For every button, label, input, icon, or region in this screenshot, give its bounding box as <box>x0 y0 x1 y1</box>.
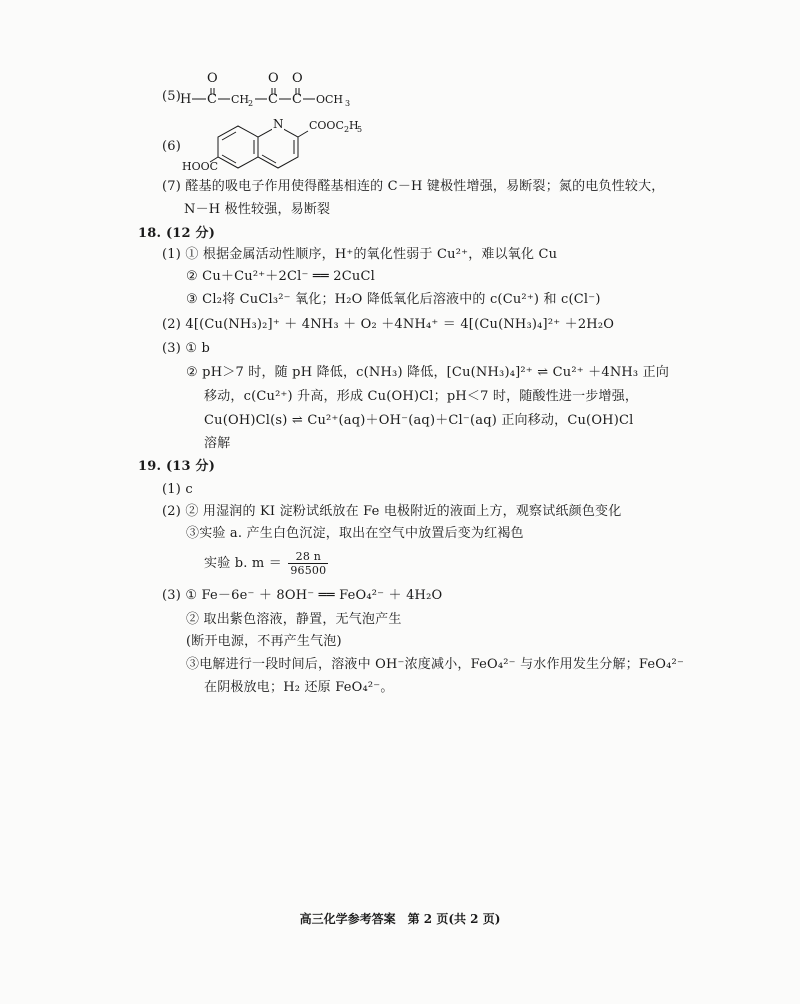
fraction-numerator: 28 n <box>288 550 328 564</box>
atom-c3: C <box>292 92 302 107</box>
q17-item5-label: (5) <box>162 89 182 104</box>
fraction-denominator: 96500 <box>290 564 327 577</box>
q17-item7-line2: N－H 极性较强，易断裂 <box>184 202 331 217</box>
q18-header: 18. (12 分) <box>138 226 216 241</box>
q18-p1-1: (1) ① 根据金属活动性顺序，H⁺的氧化性弱于 Cu²⁺，难以氧化 Cu <box>162 247 558 262</box>
q19-p3-3-line2: 在阴极放电；H₂ 还原 FeO₄²⁻。 <box>204 680 394 695</box>
q19-p2-3b-prefix: 实验 b. m ＝ <box>204 556 282 571</box>
q19-p2-3b <box>204 550 328 577</box>
q19-p3-3-line1: ③电解进行一段时间后，溶液中 OH⁻浓度减小，FeO₄²⁻ 与水作用发生分解；FeO₄²⁻ <box>186 657 685 672</box>
q17-item7-line1: (7) 醛基的吸电子作用使得醛基相连的 C－H 键极性增强，易断裂；氮的电负性较大， <box>162 179 665 194</box>
q18-p3-2-line4: 溶解 <box>204 436 231 451</box>
atom-h: H <box>180 92 192 107</box>
group-och3-sub: 3 <box>345 99 351 108</box>
q18-p3-2-line2: 移动，c(Cu²⁺) 升高，形成 Cu(OH)Cl；pH＜7 时，随酸性进一步增强， <box>204 389 639 404</box>
q19-header: 19. (13 分) <box>138 459 216 474</box>
group-ch2: CH <box>231 93 250 106</box>
q19-p1: (1) c <box>162 482 193 497</box>
group-ester-h: H <box>349 119 359 132</box>
atom-o3: O <box>292 71 303 86</box>
q18-p2: (2) 4[(Cu(NH₃)₂]⁺ ＋ 4NH₃ ＋ O₂ ＋4NH₄⁺ ＝ 4[(Cu(NH₃)₄]²⁺ ＋2H₂O <box>162 317 615 332</box>
group-och3: OCH <box>316 93 344 106</box>
q18-p1-3: ③ Cl₂将 CuCl₃²⁻ 氧化；H₂O 降低氧化后溶液中的 c(Cu²⁺) 和 c(Cl⁻) <box>186 292 601 307</box>
group-ester-sub: 2 <box>344 125 350 134</box>
q19-p2-2: (2) ② 用湿润的 KI 淀粉试纸放在 Fe 电极附近的液面上方，观察试纸颜色变化 <box>162 504 622 519</box>
group-ester: COOC <box>309 119 344 132</box>
atom-c1: C <box>207 92 217 107</box>
q19-p2-3a: ③实验 a. 产生白色沉淀，取出在空气中放置后变为红褐色 <box>186 526 524 541</box>
q19-p3-2: ② 取出紫色溶液，静置，无气泡产生 <box>186 612 402 627</box>
fraction <box>288 550 328 577</box>
q18-p3-1: (3) ① b <box>162 341 211 356</box>
atom-o1: O <box>207 71 218 86</box>
atom-c2: C <box>268 92 278 107</box>
q19-p3-2b: (断开电源，不再产生气泡) <box>186 634 342 649</box>
atom-o2: O <box>268 71 279 86</box>
q17-item6-label: (6) <box>162 139 182 154</box>
group-acid: HOOC <box>182 160 219 172</box>
q17-item6-structure <box>180 112 380 176</box>
q18-p3-2-line1: ② pH＞7 时，随 pH 降低，c(NH₃) 降低，[Cu(NH₃)₄]²⁺ ⇌ Cu²⁺ ＋4NH₃ 正向 <box>186 365 670 380</box>
atom-n: N <box>273 117 284 131</box>
group-ester-sub2: 5 <box>357 125 363 134</box>
q19-p3-1: (3) ① Fe－6e⁻ ＋ 8OH⁻ ══ FeO₄²⁻ ＋ 4H₂O <box>162 588 443 603</box>
group-ch2-sub: 2 <box>248 99 254 108</box>
q18-p3-2-line3: Cu(OH)Cl(s) ⇌ Cu²⁺(aq)＋OH⁻(aq)＋Cl⁻(aq) 正向移动，Cu(OH)Cl <box>204 413 634 428</box>
q18-p1-2: ② Cu＋Cu²⁺＋2Cl⁻ ══ 2CuCl <box>186 269 375 284</box>
page-footer: 高三化学参考答案 第 2 页(共 2 页) <box>299 912 501 926</box>
